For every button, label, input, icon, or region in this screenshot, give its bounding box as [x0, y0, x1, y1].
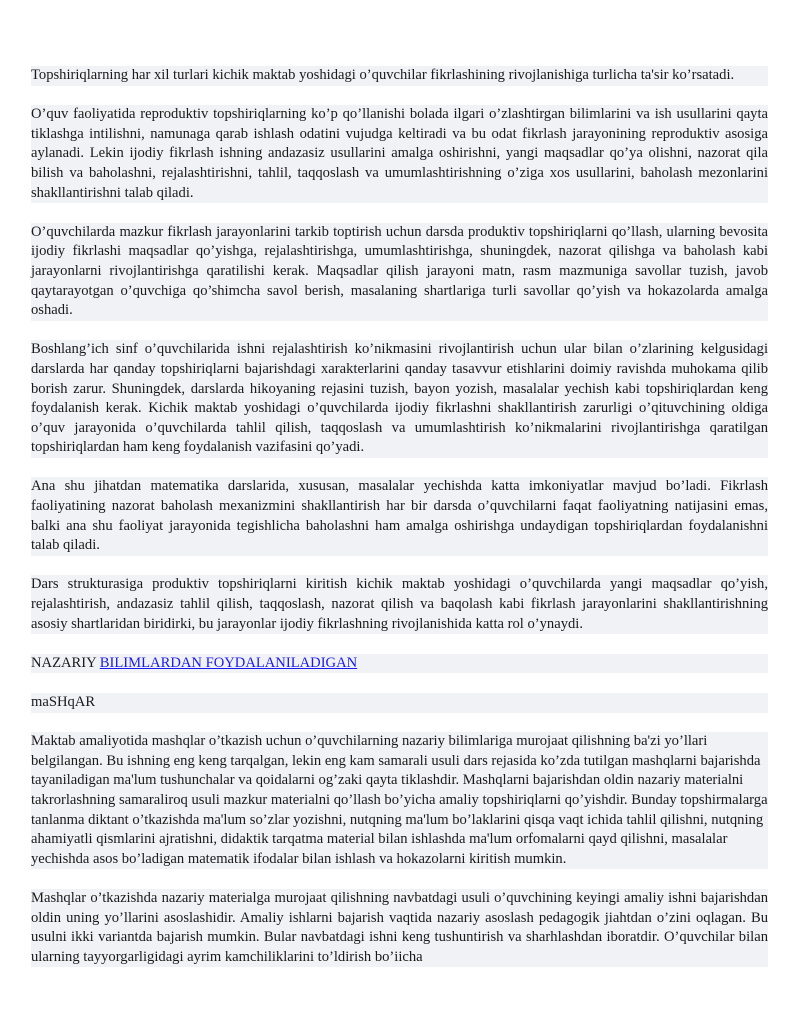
paragraph-3: O’quvchilarda mazkur fikrlash jarayonlarini tarkib toptirish uchun darsda produktiv topshiriqlarni qo’llash, ularning bevosita ijodiy fikrlashi maqsadlar qo’yishga, rejalashtirishga, umumlashtirishga, shuningdek, nazorat qilishga va baholash kabi jarayonlarni rivojlantirishga qaratilishi kerak. Maqsadlar qilish jarayoni matn, rasm mazmuniga savollar tuzish, javob qaytarayotgan o’quvchiga qo’shimcha savol berish, masalaning shartlariga turli savollar qo’yish va hokazolarda amalga oshadi. [31, 223, 768, 321]
section-heading [31, 654, 768, 674]
paragraph-2: O’quv faoliyatida reproduktiv topshiriqlarning ko’p qo’llanishi bolada ilgari o’zlashtirgan bilimlarini va ish usullarini qayta tiklashga intilishni, namunaga qarab ishlash odatini vujudga keltiradi va bu odat fikrlash jarayonining reproduktiv asosiga aylanadi. Lekin ijodiy fikrlash ishning andazasiz usullarini amalga oshirishni, yangi maqsadlar qo’ya olishni, nazorat qila bilish va baholashni, rejalashtirishni, tahlil, taqqoslash va umumlashtirishning o’ziga xos usullarini, baholash mezonlarini shakllantirishni talab qiladi. [31, 105, 768, 203]
section-subheading: maSHqAR [31, 693, 768, 713]
paragraph-7: Maktab amaliyotida mashqlar o’tkazish uchun o’quvchilarning nazariy bilimlariga murojaat qilishning ba'zi yo’llari belgilangan. Bu ishning eng keng tarqalgan, lekin eng kam samarali usuli dars rejasida ko’zda tutilgan mashqlarni bajarishda tayaniladigan ma'lum tushunchalar va qoidalarni og’zaki qayta tiklashdir. Mashqlarni bajarishdan oldin nazariy materialni takrorlashning samaraliroq usuli mazkur materialni qo’llash bo’yicha amaliy topshiriqlarni qo’yishdir. Bunday topshirmalarga tanlanma diktant o’tkazishda ma'lum so’zlar yozishni, nutqning ma'lum bo’laklarini qisqa vaqt ichida tahlil qilishni, nutqning ahamiyatli qismlarini ajratishni, didaktik tarqatma material bilan ishlashda ma'lum orfomalarni qayd qilishni, masalalar yechishda asos bo’ladigan matematik ifodalar bilan ishlash va hokazolarni kiritish mumkin. [31, 732, 768, 869]
paragraph-8: Mashqlar o’tkazishda nazariy materialga murojaat qilishning navbatdagi usuli o’quvchining keyingi amaliy ishni bajarishdan oldin uning yo’llarini asoslashidir. Amaliy ishlarni bajarish vaqtida nazariy asoslash pedagogik jiahtdan o’zini oqlagan. Bu usulni ikki variantda bajarish mumkin. Bular navbatdagi ishni keng tushuntirish va sharhlashdan iboratdir. O’quvchilar bilan ularning tayyorgarligidagi ayrim kamchiliklarini to’ldirish bo’iicha [31, 889, 768, 967]
paragraph-1: Topshiriqlarning har xil turlari kichik maktab yoshidagi o’quvchilar fikrlashining rivojlanishiga turlicha ta'sir ko’rsatadi. [31, 66, 768, 86]
document-page [31, 66, 768, 987]
paragraph-6: Dars strukturasiga produktiv topshiriqlarni kiritish kichik maktab yoshidagi o’quvchilarda yangi maqsadlar qo’yish, rejalashtirish, andazasiz tahlil qilish, taqqoslash, nazorat qilish va baqolash kabi fikrlash jarayonlarini shakllantirishning asosiy shartlaridan biridirki, bu jarayonlar ijodiy fikrlashning rivojlanishida katta rol o’ynaydi. [31, 575, 768, 634]
paragraph-4: Boshlang’ich sinf o’quvchilarida ishni rejalashtirish ko’nikmasini rivojlantirish uchun ular bilan o’zlarining kelgusidagi darslarda har qanday topshiriqlarni bajarishdagi xarakterlarini qanday tasavvur etishlarini doimiy ravishda muhokama qilib borish zarur. Shuningdek, darslarda hikoyaning rejasini tuzish, bayon yozish, masalalar yechish kabi topshiriqlardan keng foydalanish kerak. Kichik maktab yoshidagi o’quvchilarda ijodiy fikrlashni shakllantirish zarurligi o’qituvchining oldiga o’quv jarayonida o’quvchilarda tahlil qilish, taqqoslash va umumlashtirish ko’nikmalarini rivojlantirishga qaratilgan topshiriqlardan ham keng foydalanish vazifasini qo’yadi. [31, 340, 768, 458]
section-heading-link[interactable]: BILIMLARDAN FOYDALANILADIGAN [99, 654, 358, 671]
section-heading-prefix: NAZARIY [31, 654, 100, 671]
paragraph-5: Ana shu jihatdan matematika darslarida, xususan, masalalar yechishda katta imkoniyatlar mavjud bo’ladi. Fikrlash faoliyatining nazorat baholash mexanizmini shakllantirish har bir darsda o’quvchilarni faqat faoliyatning natijasini emas, balki ana shu faoliyat jarayonida tegishlicha baholashni ham amalga oshirishga undaydigan topshiriqlardan foydalanishni talab qiladi. [31, 477, 768, 555]
